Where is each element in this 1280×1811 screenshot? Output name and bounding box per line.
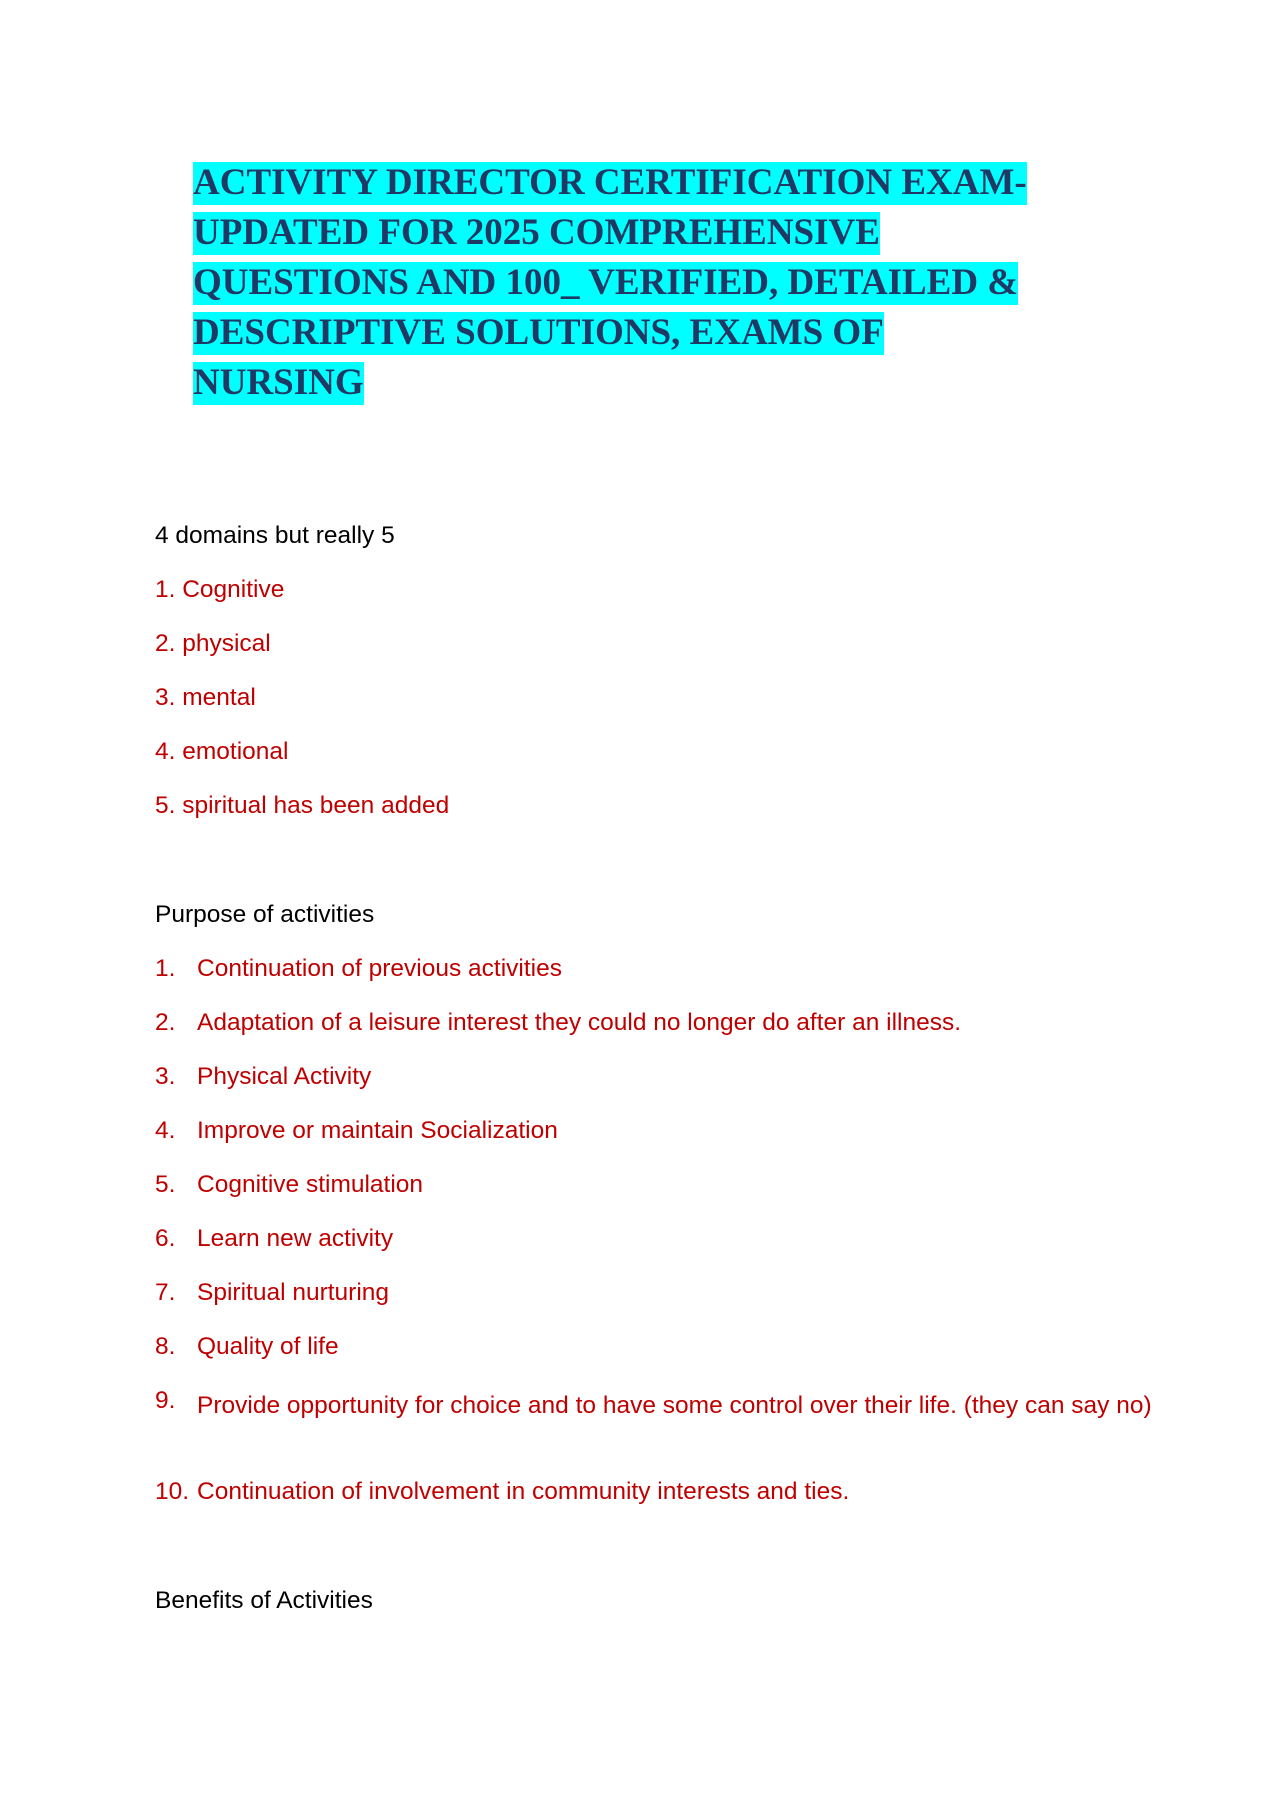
domain-item: 3. mental (155, 684, 256, 711)
title-line: DESCRIPTIVE SOLUTIONS, EXAMS OF (193, 312, 884, 353)
domains-heading: 4 domains but really 5 (155, 522, 395, 549)
benefits-heading: Benefits of Activities (155, 1587, 373, 1614)
purpose-heading: Purpose of activities (155, 901, 375, 928)
title-line: QUESTIONS AND 100_ VERIFIED, DETAILED & (193, 262, 1019, 303)
domain-item: 2. physical (155, 630, 271, 657)
domain-item: 5. spiritual has been added (155, 792, 450, 819)
document-page: ACTIVITY DIRECTOR CERTIFICATION EXAM- UPDATED FOR 2025 COMPREHENSIVE QUESTIONS AND 100_ VERIFIED, DETAILED & DESCRIPTIVE SOLUTIONS, EXAMS OF NURSING 4 domains but really 5 1. Cognitive 2. physical 3. mental 4. emotional 5. spiritual has been added Purpose of activities 1. Continuation of previous activities 2. Adaptation of a leisure interest they could no longer do after an illness. 3. Physical Activity 4. Improve or maintain Socialization 5. Cognitive stimulation 6. Learn new activity 7. Spiritual nurturing 8. Quality of life 9. Provide opportunity for choice and to have some control over their life. (they can say no) 10. Continuation of involvement in community interests and ties. Benefits of Activities (0, 0, 1280, 1811)
domain-item: 4. emotional (155, 738, 289, 765)
title-line: UPDATED FOR 2025 COMPREHENSIVE (193, 212, 880, 253)
title-line: ACTIVITY DIRECTOR CERTIFICATION EXAM- (193, 162, 1027, 203)
domain-item: 1. Cognitive (155, 576, 285, 603)
document-title (193, 158, 1113, 408)
title-line: NURSING (193, 362, 364, 403)
